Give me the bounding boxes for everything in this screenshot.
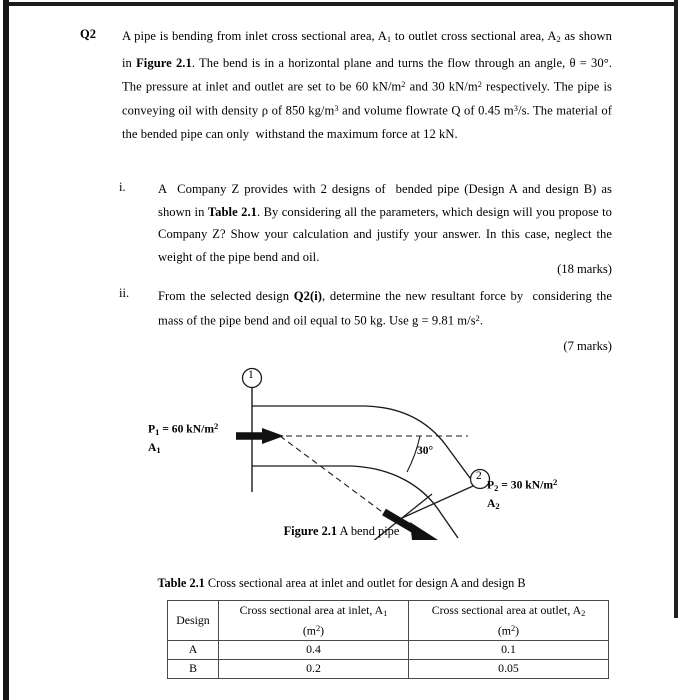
table-caption	[0, 576, 683, 591]
table-header-outlet-area: Cross sectional area at outlet, A2 $(m^2)$	[409, 601, 609, 641]
question-body-text: A pipe is bending from inlet cross sectional area, A1 to outlet cross sectional area, A2 as shown in Figure 2.1. The bend is in a horizontal plane and turns the flow through an angle, θ = 30°. The pressure at inlet and outlet are set to be 60 $kN/m^2$ and 30 $kN/m^2$ respectively. The pipe is conveying oil with density ρ of 850 $kg/m^3$ and volume flowrate Q of 0.45 $m^3/s$. The material of the bended pipe can only withstand the maximum force at 12 kN.	[122, 29, 613, 141]
figure-caption-text: A bend pipe	[337, 524, 400, 538]
subquestion-i-text: A Company Z provides with 2 designs of bended pipe (Design A and design B) as shown in Table 2.1. By considering all the parameters, which design will you propose to Company Z? Show your calculation and justify your answer. In this case, neglect the weight of the pipe bend and oil.	[158, 182, 612, 264]
station-1-marker	[243, 369, 262, 493]
subquestion-i-marks: (18 marks)	[557, 262, 612, 276]
question-number-label: Q2	[80, 27, 96, 41]
outlet-pressure-label	[487, 475, 557, 514]
centreline-outlet-dashed	[280, 436, 393, 520]
table-header-row	[168, 601, 609, 641]
table-header-design: Design	[168, 601, 219, 641]
inlet-area-value: $A_1$	[148, 440, 161, 455]
table-caption-label: Table 2.1	[157, 576, 205, 590]
table-caption-text: Cross sectional area at inlet and outlet for design A and design B	[204, 576, 526, 590]
page-edge-left	[3, 0, 9, 700]
inlet-pressure-value: $P_1 = 60$ $kN/m^2$	[148, 421, 219, 437]
cell-inlet-area: 0.4	[219, 640, 409, 659]
station-1-number: 1	[248, 369, 254, 381]
inlet-flow-arrow	[236, 428, 284, 444]
station-2-number: 2	[476, 470, 482, 482]
figure-caption	[0, 524, 683, 539]
outlet-area-value: $A_2$	[487, 496, 500, 511]
cell-design: B	[168, 659, 219, 678]
cell-design: A	[168, 640, 219, 659]
outlet-pressure-value: $P_2 = 30$ $kN/m^2$	[487, 477, 558, 493]
inlet-pressure-label	[148, 419, 218, 458]
table-row	[168, 640, 609, 659]
subquestion-ii-marks: (7 marks)	[563, 339, 612, 353]
subquestion-ii-label: ii.	[119, 286, 130, 300]
table-header-inlet-area: Cross sectional area at inlet, A1 $(m^2)$	[219, 601, 409, 641]
table-row	[168, 659, 609, 678]
cross-sectional-area-table	[167, 600, 609, 679]
cell-inlet-area: 0.2	[219, 659, 409, 678]
cell-outlet-area: 0.1	[409, 640, 609, 659]
subquestion-i-label: i.	[119, 180, 126, 194]
cell-outlet-area: 0.05	[409, 659, 609, 678]
subquestion-ii-text: From the selected design Q2(i), determine the new resultant force by considering the mass of the pipe bend and oil equal to 50 kg. Use g = 9.81 $m/s^2$.	[158, 289, 612, 328]
page-edge-top	[3, 2, 678, 6]
bend-angle-label: 30°	[417, 445, 434, 457]
figure-caption-label: Figure 2.1	[283, 524, 338, 538]
